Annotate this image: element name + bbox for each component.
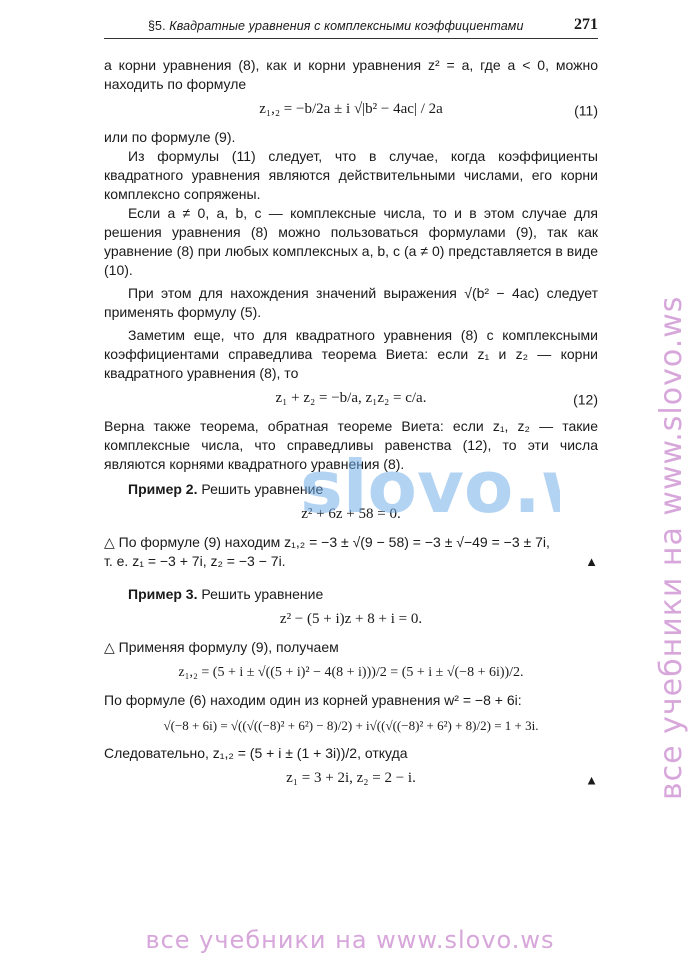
center-watermark-svg bbox=[300, 440, 560, 530]
equation-number-11: (11) bbox=[574, 102, 598, 119]
formula-12-body: z₁ + z₂ = −b/a, z₁z₂ = c/a. bbox=[275, 390, 427, 406]
paragraph-2: или по формуле (9). bbox=[104, 129, 236, 145]
example-3-conclusion: Следовательно, z₁,₂ = (5 + i ± (1 + 3i))/2, откуда bbox=[104, 745, 408, 761]
paragraph-4: Если a ≠ 0, a, b, c — комплексные числа, то и в этом случае для решения уравнения (8) можно пользоваться формулами (9), так как уравнение (8) при любых комплексных a, b, c (a ≠ 0) представляется в виде (10). bbox=[104, 205, 598, 278]
equation-number-12: (12) bbox=[573, 391, 598, 408]
example-2-result: т. е. z₁ = −3 + 7i, z₂ = −3 − 7i. bbox=[104, 553, 286, 569]
paragraph-3: Из формулы (11) следует, что в случае, когда коэффициенты квадратного уравнения являются действительными числами, его корни комплексно сопряжены. bbox=[104, 148, 598, 202]
example-3-formula-1 bbox=[104, 663, 598, 685]
running-header bbox=[104, 14, 598, 39]
header-title bbox=[148, 19, 524, 33]
center-watermark-text: slovo. bbox=[300, 445, 541, 529]
example-3-label: Пример 3. bbox=[128, 586, 198, 602]
example-3-result-body: z₁ = 3 + 2i, z₂ = 2 − i. bbox=[286, 770, 416, 786]
center-watermark bbox=[300, 440, 560, 530]
example-2-equation-body: z² + 6z + 58 = 0. bbox=[301, 506, 401, 522]
qed-mark: ▲ bbox=[585, 554, 598, 569]
example-3-heading bbox=[104, 585, 598, 604]
formula-11 bbox=[104, 100, 598, 122]
header-chapter-title: Квадратные уравнения с комплексными коэффициентами bbox=[169, 19, 524, 33]
example-3-formula-2-body: √(−8 + 6i) = √((√((−8)² + 6²) − 8)/2) + i√((√((−8)² + 6²) + 8)/2) = 1 + 3i. bbox=[163, 718, 539, 733]
paragraph-5: При этом для нахождения значений выражения √(b² − 4ac) следует применять формулу (5). bbox=[104, 285, 598, 320]
formula-12 bbox=[104, 389, 598, 411]
side-watermark bbox=[641, 110, 697, 810]
example-2-label: Пример 2. bbox=[128, 481, 198, 497]
qed-mark-2: ▲ bbox=[585, 772, 598, 788]
page-number: 271 bbox=[574, 16, 598, 33]
side-watermark-svg bbox=[641, 110, 697, 810]
example-2-task: Решить уравнение bbox=[201, 481, 324, 497]
example-3-paragraph: По формуле (6) находим один из корней уравнения w² = −8 + 6i: bbox=[104, 692, 522, 708]
paragraph-6: Заметим еще, что для квадратного уравнения (8) с комплексными коэффициентами справедлива теорема Виета: если z₁ и z₂ — корни квадратного уравнения (8), то bbox=[104, 327, 598, 381]
paragraph-1: а корни уравнения (8), как и корни уравнения z² = a, где a < 0, можно находить по формуле bbox=[104, 57, 598, 92]
header-section: §5. bbox=[148, 19, 166, 33]
paragraph-7: Верна также теорема, обратная теореме Виета: если z₁, z₂ — такие комплексные числа, что справедливы равенства (12), то эти числа являются корнями квадратного уравнения (8). bbox=[104, 418, 598, 472]
formula-11-body: z₁,₂ = −b/2a ± i √|b² − 4ac| / 2a bbox=[259, 101, 443, 117]
example-3-equation-body: z² − (5 + i)z + 8 + i = 0. bbox=[279, 611, 423, 627]
side-watermark-text: все учебники на www.slovo.ws bbox=[654, 295, 689, 800]
example-3-formula-1-body: z₁,₂ = (5 + i ± √((5 + i)² − 4(8 + i)))/2 = (5 + i ± √(−8 + 6i))/2. bbox=[178, 665, 524, 680]
example-3-result bbox=[104, 769, 598, 791]
bottom-watermark: все учебники на www.slovo.ws bbox=[145, 926, 555, 954]
example-3-equation bbox=[104, 610, 598, 632]
example-3-task: Решить уравнение bbox=[201, 586, 324, 602]
page-body bbox=[104, 56, 598, 797]
example-2-solution: △ По формуле (9) находим z₁,₂ = −3 ± √(9 − 58) = −3 ± √−49 = −3 ± 7i, bbox=[104, 534, 550, 550]
example-3-solution-intro: △ Применяя формулу (9), получаем bbox=[104, 639, 339, 655]
example-3-formula-2 bbox=[104, 716, 598, 738]
example-2-solution-line-2 bbox=[104, 552, 598, 571]
